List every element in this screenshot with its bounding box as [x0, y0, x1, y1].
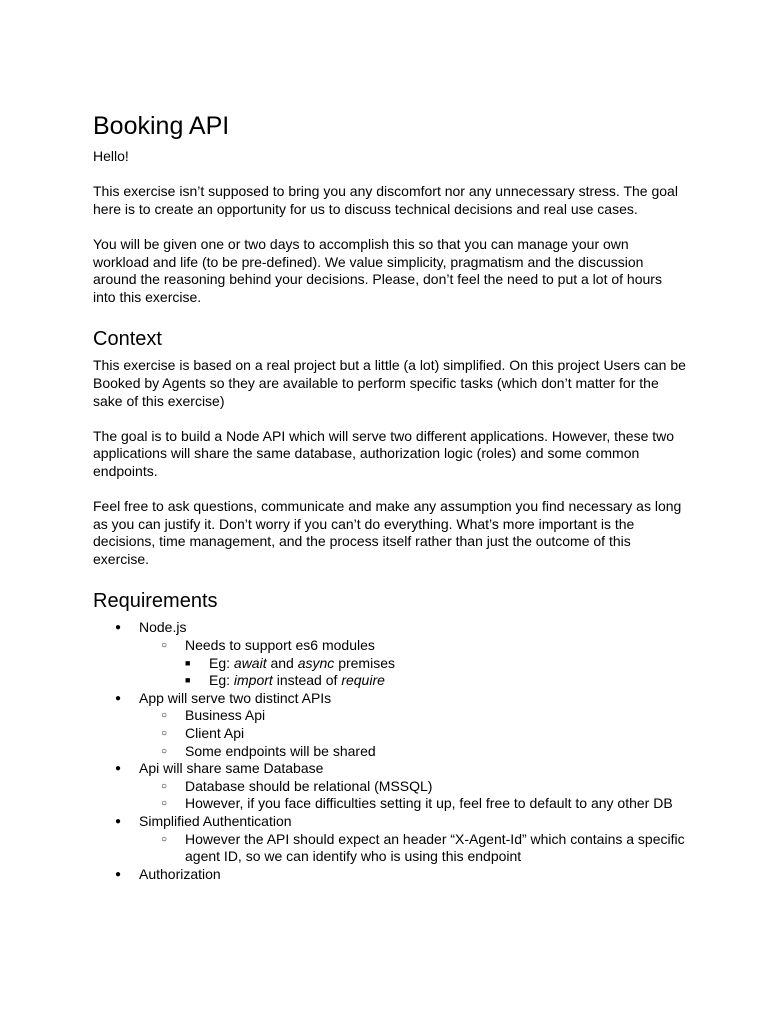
list-item — [93, 619, 688, 689]
context-paragraph-1: This exercise is based on a real project but a little (a lot) simplified. On this project Users can be Booked by Agents so they are available to perform specific tasks (which don’t matter for the sake of this exercise) — [93, 357, 686, 409]
list-item — [93, 866, 688, 884]
intro-paragraph-2: You will be given one or two days to accomplish this so that you can manage your own workload and life (to be pre-defined). We value simplicity, pragmatism and the discussion around the reasoning behind your decisions. Please, don’t feel the need to put a lot of hours into this exercise. — [93, 235, 662, 305]
list-item — [185, 655, 688, 673]
doc-title: Booking API — [93, 112, 230, 140]
list-item: ○ Database should be relational (MSSQL) — [139, 778, 688, 796]
context-paragraph-3: Feel free to ask questions, communicate and make any assumption you find necessary as long as you can justify it. Don’t worry if you can’t do everything. What’s more important is the decisions, time management, and the process itself rather than just the outcome of this exercise. — [93, 498, 682, 567]
req-es6: Needs to support es6 modules — [185, 637, 375, 654]
eg2-import: import — [233, 672, 273, 689]
list-item: ○ Client Api — [139, 725, 688, 743]
req-apis: App will serve two distinct APIs — [139, 689, 332, 706]
eg1-mid: and — [266, 654, 298, 671]
eg1-suffix: premises — [334, 654, 395, 671]
req-authorization: Authorization — [139, 865, 221, 882]
eg1-await: await — [233, 654, 267, 671]
eg2-mid: instead of — [272, 672, 342, 689]
list-item — [93, 813, 688, 866]
req-nodejs: Node.js — [139, 619, 187, 636]
requirements-heading: Requirements — [93, 590, 218, 613]
list-item — [139, 637, 688, 690]
list-item — [185, 672, 688, 690]
eg1-prefix: Eg: — [209, 654, 234, 671]
list-item: ○ However the API should expect an header “X-Agent-Id” which contains a specific agent ID, so we can identify who is using this endpoint — [139, 831, 688, 866]
intro-paragraph-1: This exercise isn’t supposed to bring you any discomfort nor any unnecessary stress. The goal here is to create an opportunity for us to discuss technical decisions and real use cases. — [93, 183, 678, 217]
requirements-list — [93, 619, 688, 883]
list-item: ○ However, if you face difficulties setting it up, feel free to default to any other DB — [139, 795, 688, 813]
req-database: Api will share same Database — [139, 760, 324, 777]
intro-greeting: Hello! — [93, 148, 129, 164]
list-item — [93, 690, 688, 760]
list-item: ○ Some endpoints will be shared — [139, 743, 688, 761]
eg2-prefix: Eg: — [209, 672, 234, 689]
context-heading: Context — [93, 328, 162, 351]
context-paragraph-2: The goal is to build a Node API which will serve two different applications. However, these two applications will share the same database, authorization logic (roles) and some common endpoints. — [93, 427, 675, 479]
list-item: ○ Business Api — [139, 707, 688, 725]
eg1-async: async — [297, 654, 335, 671]
list-item — [93, 760, 688, 813]
eg2-require: require — [341, 672, 385, 689]
req-auth: Simplified Authentication — [139, 813, 292, 829]
